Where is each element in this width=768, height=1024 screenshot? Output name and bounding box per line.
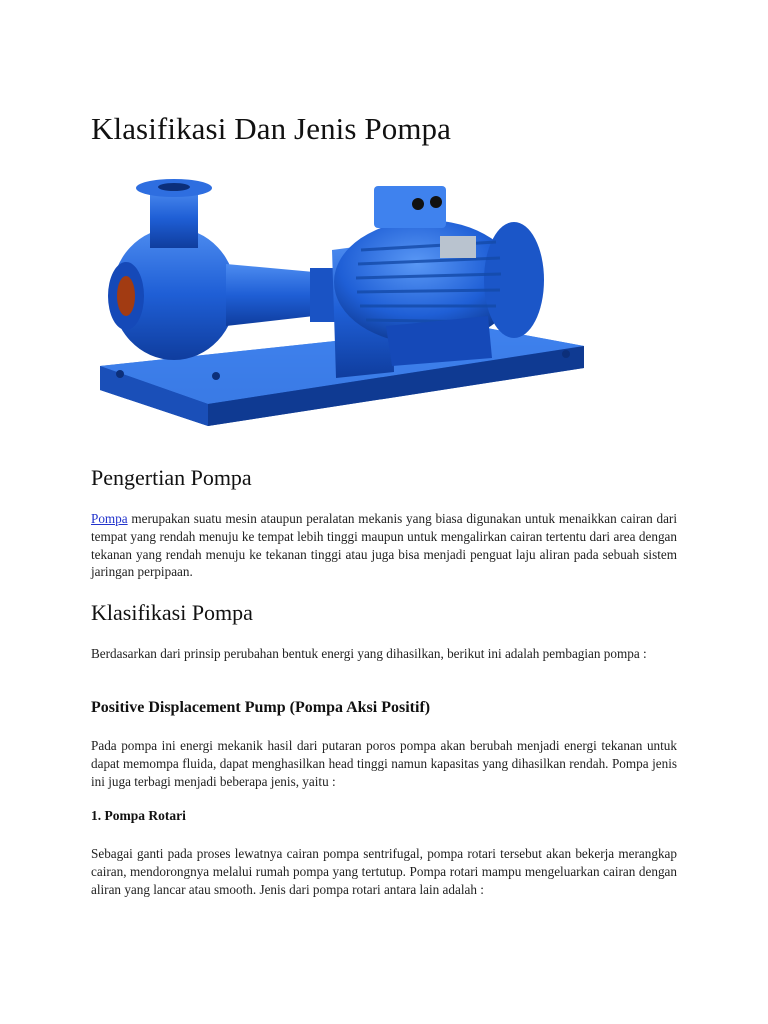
paragraph-klasifikasi: Berdasarkan dari prinsip perubahan bentuk energi yang dihasilkan, berikut ini adalah pembagian pompa : (91, 646, 647, 661)
paragraph-pengertian (91, 510, 677, 581)
page-title: Klasifikasi Dan Jenis Pompa (91, 111, 452, 146)
section-heading-pengertian: Pengertian Pompa (91, 465, 252, 490)
pompa-link[interactable]: Pompa (91, 511, 128, 526)
paragraph-pompa-rotari: Sebagai ganti pada proses lewatnya cairan pompa sentrifugal, pompa rotari tersebut akan bekerja merangkap cairan, mendorongnya melalui rumah pompa yang tertutup. Pompa rotari mampu mengeluarkan cairan dengan aliran yang lancar atau smooth. Jenis dari pompa rotari antara lain adalah : (91, 846, 677, 897)
paragraph-positive-displacement: Pada pompa ini energi mekanik hasil dari putaran poros pompa akan berubah menjadi energi tekanan untuk dapat memompa fluida, dapat menghasilkan head tinggi namun kapasitas yang dihasilkan rendah. Pompa jenis ini juga terbagi menjadi beberapa jenis, yaitu : (91, 738, 677, 789)
paragraph-pengertian-text: merupakan suatu mesin ataupun peralatan mekanis yang biasa digunakan untuk menaikkan cairan dari tempat yang rendah menuju ke tempat lebih tinggi maupun untuk mengalirkan cairan tertentu dari area dengan tekanan yang rendah menuju ke tekanan tinggi atau juga bisa menjadi penguat laju aliran pada sebuah sistem jaringan perpipaan. (91, 511, 677, 580)
section-heading-klasifikasi: Klasifikasi Pompa (91, 600, 253, 625)
pump-illustration (96, 176, 588, 440)
subheading-pompa-rotari: 1. Pompa Rotari (91, 808, 186, 823)
subheading-positive-displacement: Positive Displacement Pump (Pompa Aksi Positif) (91, 699, 431, 716)
